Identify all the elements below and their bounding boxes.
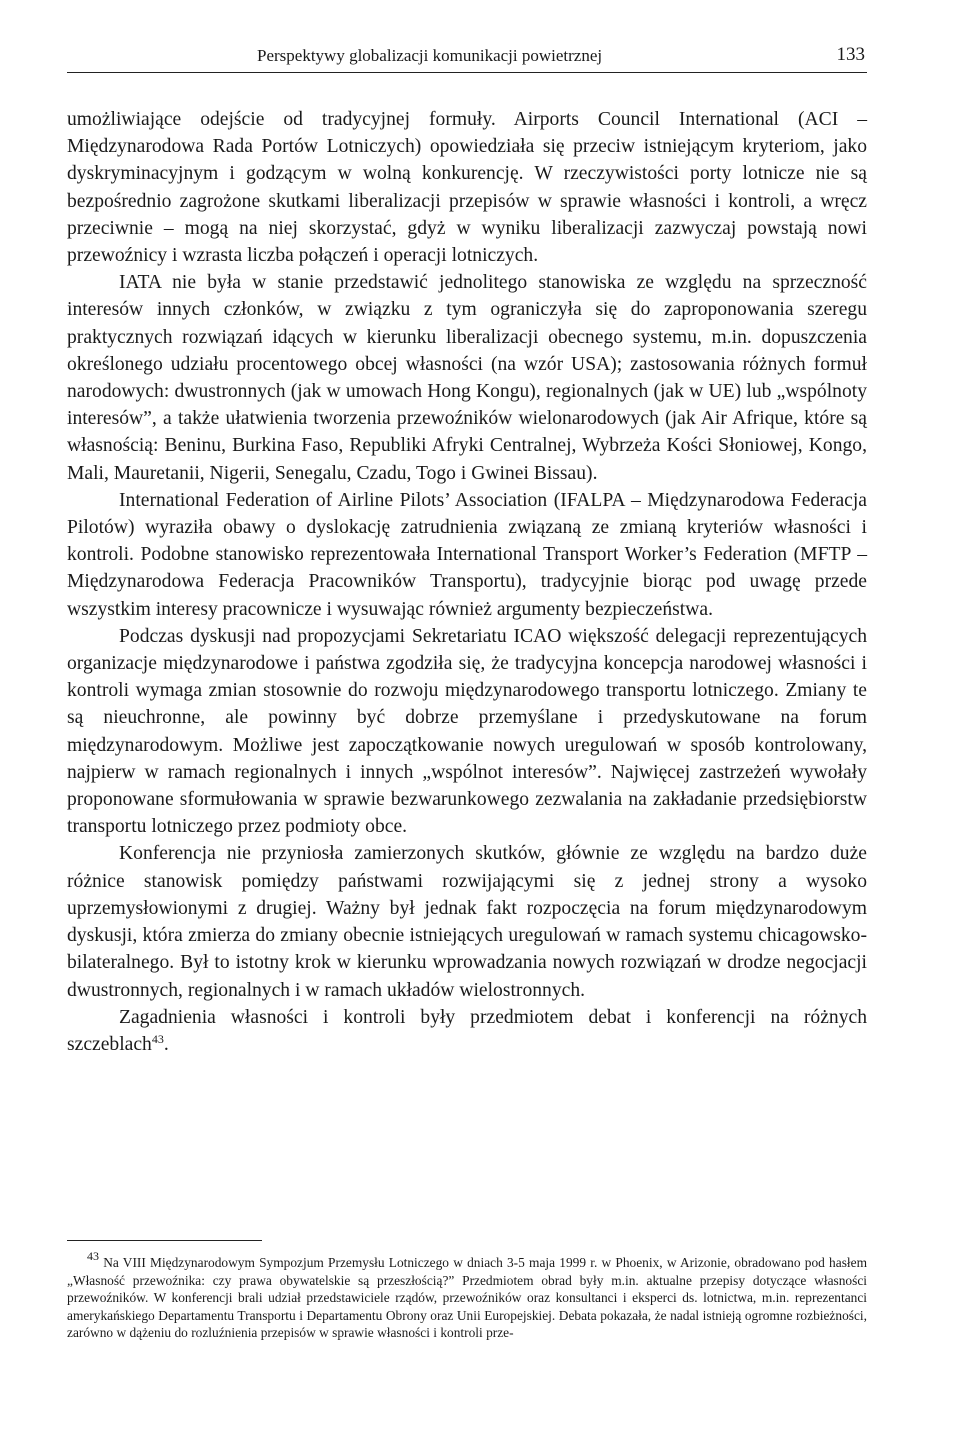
paragraph-iata: IATA nie była w stanie przedstawić jednolitego stanowiska ze względu na sprzeczność interesów innych członków, w związku z tym ograniczyła się do zaproponowania szeregu praktycznych rozwiązań idących w kierunku liberalizacji obecnego systemu, m.in. dopuszczenia określonego udziału procentowego obcej własności (na wzór USA); zastosowania różnych formuł narodowych: dwustronnych (jak w umowach Hong Kongu), regionalnych (jak w UE) lub „wspólnoty interesów”, a także ułatwienia tworzenia przewoźników wielonarodowych (jak Air Afrique, które są własnością: Beninu, Burkina Faso, Republiki Afryki Centralnej, Wybrzeża Kości Słoniowej, Kongo, Mali, Mauretanii, Nigerii, Senegalu, Czadu, Togo i Gwinei Bissau). — [67, 272, 867, 484]
paragraph-icao-discussion: Podczas dyskusji nad propozycjami Sekretariatu ICAO większość delegacji reprezentujących organizacje międzynarodowe i państwa zgodziła się, że tradycyjna koncepcja narodowej własności i kontroli wymaga zmian stosownie do rozwoju międzynarodowego transportu lotniczego. Zmiany te są nieuchronne, ale powinny być dobrze przemyślane i przedyskutowane na forum międzynarodowym. Możliwe jest zapoczątkowanie nowych uregulowań w sposób kontrolowany, najpierw w ramach regionalnych i innych „wspólnot interesów”. Najwięcej zastrzeżeń wywołały proponowane sformułowania w sprawie bezwarunkowego zezwalania na zakładanie przedsiębiorstw transportu lotniczego przez podmioty obce. — [67, 625, 867, 838]
paragraph-continued: umożliwiające odejście od tradycyjnej formuły. Airports Council International (ACI – Międzynarodowa Rada Portów Lotniczych) opowiedziała się przeciw istniejącym kryteriom, jako dyskryminacyjnym i godzącym w wolną konkurencję. W rzeczywistości porty lotnicze nie są bezpośrednio zagrożone skutkami liberalizacji przepisów w sprawie własności i kontroli, a wręcz przeciwnie – mogą na niej skorzystać, gdyż w wyniku liberalizacji zazwyczaj powstają nowi przewoźnicy i wzrasta liczba połączeń i operacji lotniczych. — [67, 109, 867, 267]
footnote-reference[interactable]: 43 — [151, 1031, 164, 1046]
paragraph-ownership-text: Zagadnienia własności i kontroli były przedmiotem debat i konferencji na różnych szczeblach — [67, 1006, 867, 1055]
footnote-number: 43 — [87, 1249, 99, 1263]
footnote-text: Na VIII Międzynarodowym Sympozjum Przemysłu Lotniczego w dniach 3-5 maja 1999 r. w Phoenix, w Arizonie, obradowano pod hasłem „Własność przewoźnika: czy prawa obywatelskie są przeszłością?” Przedmiotem obrad były m.in. aktualne przepisy dotyczące własności przewoźników. W konferencji brali udział przedstawiciele rządów, przewoźników oraz konsultanci i eksperci ds. lotnictwa, m.in. reprezentanci amerykańskiego Departamentu Transportu i Departamentu Obrony oraz Unii Europejskiej. Debata pokazała, że nadal istnieją ogromne rozbieżności, zarówno w dążeniu do rozluźnienia przepisów w sprawie własności i kontroli prze- — [67, 1255, 867, 1341]
paragraph-conference: Konferencja nie przyniosła zamierzonych skutków, głównie ze względu na bardzo duże różnice stanowisk pomiędzy państwami rozwijającymi się z jednej strony a wysoko uprzemysłowionymi z drugiej. Ważny był jednak fakt rozpoczęcia na forum międzynarodowym dyskusji, która zmierza do zmiany obecnie istniejących uregulowań w ramach systemu chicagowsko-bilateralnego. Był to istotny krok w kierunku wprowadzania nowych rozwiązań w drodze negocjacji dwustronnych, regionalnych i w ramach układów wielostronnych. — [67, 843, 867, 1001]
paragraph-end: . — [163, 1033, 169, 1055]
paragraph-ownership-issues — [67, 1004, 867, 1058]
running-title: Perspektywy globalizacji komunikacji powietrznej — [257, 46, 603, 65]
footnote-43 — [67, 1249, 867, 1342]
page-number: 133 — [836, 44, 865, 65]
body-text — [67, 106, 867, 1058]
running-header — [67, 44, 867, 73]
paragraph-ifalpa: International Federation of Airline Pilots’ Association (IFALPA – Międzynarodowa Federacja Pilotów) wyraziła obawy o dyslokację zatrudnienia związaną ze zmianą kryteriów własności i kontroli. Podobne stanowisko reprezentowała International Transport Worker’s Federation (MFTP – Międzynarodowa Federacja Pracowników Transportu), tradycyjnie biorąc pod uwagę przede wszystkim interesy pracownicze i wysuwając również argumenty bezpieczeństwa. — [67, 489, 867, 620]
footnotes — [67, 1249, 867, 1342]
footnote-separator — [67, 1240, 262, 1241]
